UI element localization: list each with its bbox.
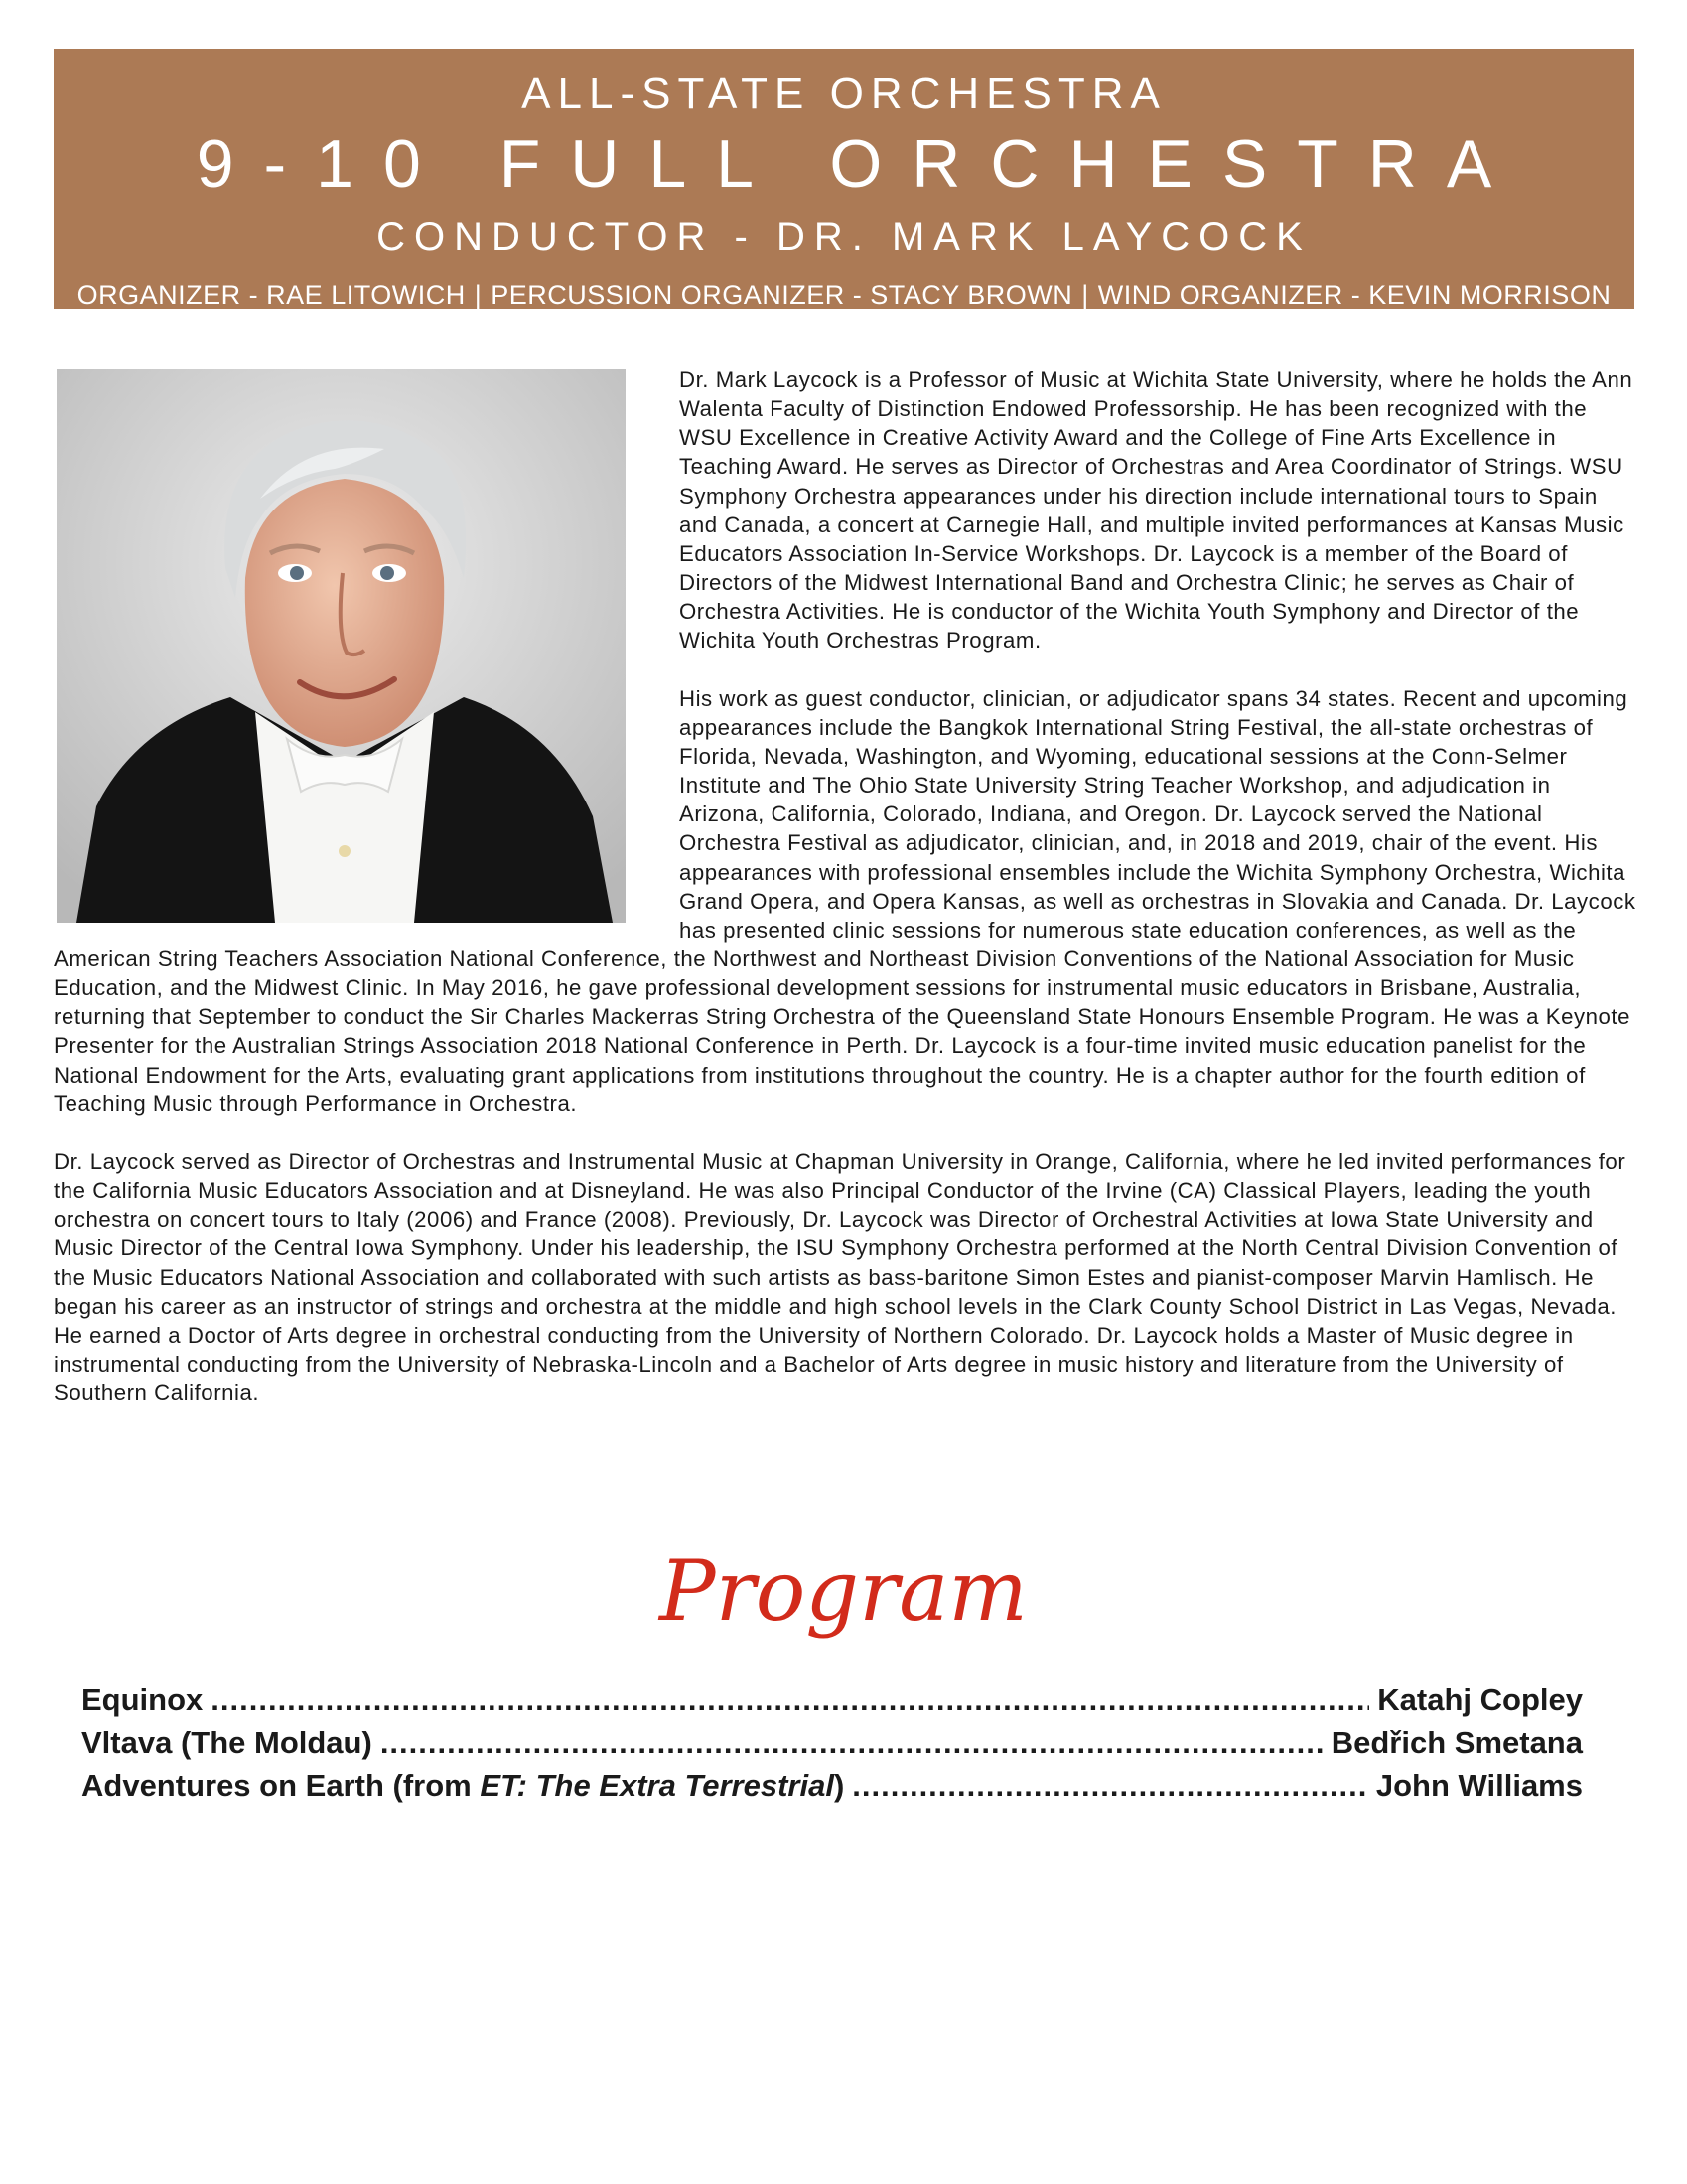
program-item — [81, 1721, 1583, 1764]
program-list — [81, 1678, 1583, 1807]
program-item — [81, 1764, 1583, 1807]
piece-title-prefix: Adventures on Earth (from — [81, 1768, 481, 1803]
program-heading: Program — [659, 1542, 1028, 1640]
event-title: ALL-STATE ORCHESTRA — [521, 70, 1167, 118]
program-item — [81, 1678, 1583, 1721]
percussion-organizer: PERCUSSION ORGANIZER - STACY BROWN — [491, 280, 1073, 310]
organizers-line — [54, 277, 1634, 313]
bio-paragraph: His work as guest conductor, clinician, or adjudicator spans 34 states. Recent and upcoming appearances include the Bangkok International String Festival, the all-state orchestras of Florida, Nevada, Washington, and Wyoming, educational sessions at the Conn-Selmer Institute and The Ohio State University String Teacher Workshop, and adjudication in Arizona, California, Colorado, Indiana, and Oregon. Dr. Laycock served the National Orchestra Festival as adjudicator, clinician, and, in 2018 and 2019, chair of the event. His appearances with professional ensembles include the Wichita Symphony Orchestra, Wichita Grand Opera, and Opera Kansas, as well as orchestras in Slovakia and Canada. Dr. Laycock has presented clinic sessions for numerous state education conferences, as well as the American String Teachers Association National Conference, the Northwest and Northeast Division Conventions of the National Association for Music Education, and the Midwest Clinic. In May 2016, he gave professional development sessions for instrumental music educators in Brisbane, Australia, returning that September to conduct the Sir Charles Mackerras String Orchestra of the Queensland State Honours Ensemble Program. He was a Keynote Presenter for the Australian Strings Association 2018 National Conference in Perth. Dr. Laycock is a four-time invited music education panelist for the National Endowment for the Arts, evaluating grant applications from institutions throughout the country. He is a chapter author for the fourth edition of Teaching Music through Performance in Orchestra. — [54, 685, 1636, 1116]
separator: | — [1081, 280, 1089, 310]
photo-spacer — [54, 365, 679, 938]
piece-title-suffix: ) — [833, 1768, 845, 1803]
piece-title-italic: ET: The Extra Terrestrial — [480, 1768, 834, 1803]
separator: | — [474, 280, 483, 310]
piece-title — [81, 1764, 844, 1807]
dot-leader — [211, 1678, 1369, 1721]
piece-title: Equinox — [81, 1682, 204, 1717]
piece-title: Vltava (The Moldau) — [81, 1725, 372, 1760]
bio-paragraph: Dr. Mark Laycock is a Professor of Music at Wichita State University, where he holds the Ann Walenta Faculty of Distinction Endowed Professorship. He has been recognized with the WSU Excellence in Creative Activity Award and the College of Fine Arts Excellence in Teaching Award. He serves as Director of Orchestras and Area Coordinator of Strings. WSU Symphony Orchestra appearances under his direction include international tours to Spain and Canada, a concert at Carnegie Hall, and multiple invited performances at Kansas Music Educators Association In-Service Workshops. Dr. Laycock is a member of the Board of Directors of the Midwest International Band and Orchestra Clinic; he serves as Chair of Orchestra Activities. He is conductor of the Wichita Youth Symphony and Director of the Wichita Youth Orchestras Program. — [679, 367, 1633, 654]
ensemble-title: 9-10 FULL ORCHESTRA — [196, 126, 1522, 202]
conductor-title: CONDUCTOR - DR. MARK LAYCOCK — [376, 216, 1312, 259]
dot-leader — [380, 1721, 1324, 1764]
conductor-biography — [54, 365, 1636, 1436]
organizer: ORGANIZER - RAE LITOWICH — [76, 280, 466, 310]
bio-paragraph: Dr. Laycock served as Director of Orchestras and Instrumental Music at Chapman University in Orange, California, where he led invited performances for the California Music Educators Association and at Disneyland. He was also Principal Conductor of the Irvine (CA) Classical Players, leading the youth orchestra on concert tours to Italy (2006) and France (2008). Previously, Dr. Laycock was Director of Orchestral Activities at Iowa State University and Music Director of the Central Iowa Symphony. Under his leadership, the ISU Symphony Orchestra performed at the North Central Division Convention of the Music Educators National Association and collaborated with such artists as bass-baritone Simon Estes and pianist-composer Marvin Hamlisch. He began his career as an instructor of strings and orchestra at the middle and high school levels in the Clark County School District in Las Vegas, Nevada. He earned a Doctor of Arts degree in orchestral conducting from the University of Northern Colorado. Dr. Laycock holds a Master of Music degree in instrumental conducting from the University of Nebraska-Lincoln and a Bachelor of Arts degree in music history and literature from the University of Southern California. — [54, 1148, 1626, 1406]
dot-leader — [852, 1764, 1368, 1807]
composer-name: Katahj Copley — [1377, 1682, 1583, 1717]
composer-name: John Williams — [1375, 1768, 1583, 1803]
header-banner — [54, 49, 1634, 309]
wind-organizer: WIND ORGANIZER - KEVIN MORRISON — [1097, 280, 1612, 310]
composer-name: Bedřich Smetana — [1331, 1725, 1583, 1760]
